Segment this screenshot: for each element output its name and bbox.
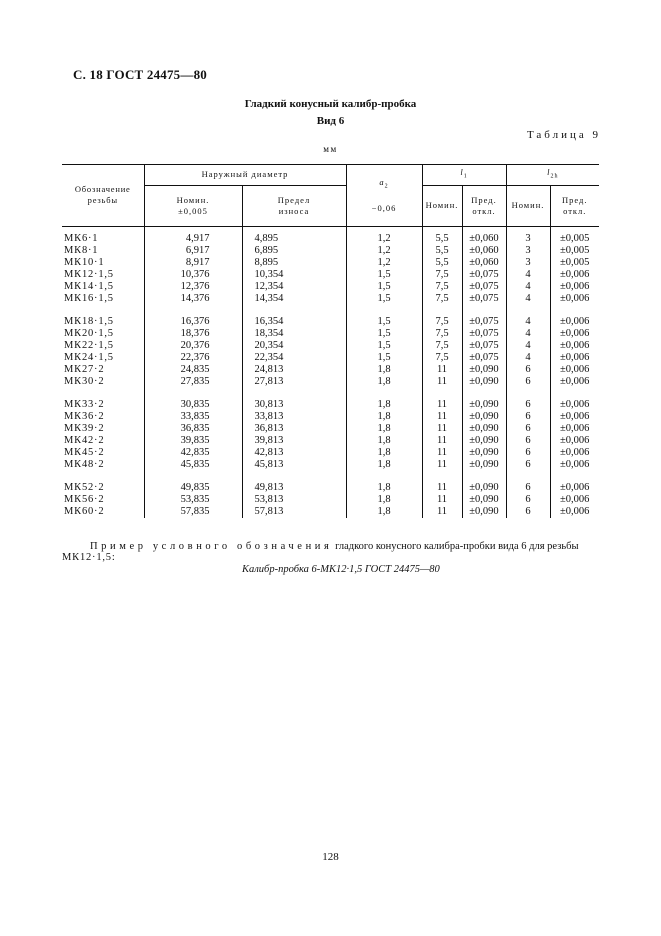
- units-label: мм: [323, 144, 338, 154]
- table-row: [62, 328, 599, 340]
- cell-nominal: 36,835: [144, 423, 242, 435]
- cell-nominal: 45,835: [144, 459, 242, 471]
- cell-nominal: 18,376: [144, 328, 242, 340]
- cell-l1-dev: ±0,090: [462, 435, 506, 447]
- cell-l1: 5,5: [422, 257, 462, 269]
- cell-l1: 5,5: [422, 245, 462, 257]
- example-line-1: [90, 541, 579, 552]
- cell-l2: 6: [506, 482, 550, 494]
- cell-thread: МК22·1,5: [64, 339, 114, 351]
- cell-nominal: 27,835: [144, 376, 242, 388]
- header-l1-deviation: Пред. откл.: [462, 185, 506, 226]
- cell-l2: 4: [506, 316, 550, 328]
- cell-l2: 6: [506, 506, 550, 518]
- table-row: [62, 506, 599, 518]
- spacer-cell: [550, 305, 599, 316]
- cell-nominal: 53,835: [144, 494, 242, 506]
- cell-nominal: 24,835: [144, 364, 242, 376]
- cell-l2: 3: [506, 257, 550, 269]
- cell-a2: 1,2: [346, 245, 422, 257]
- cell-thread: МК52·2: [64, 481, 105, 493]
- cell-l2-dev: ±0,006: [550, 423, 599, 435]
- cell-l1: 7,5: [422, 328, 462, 340]
- header-l2-symbol: l: [547, 167, 551, 177]
- cell-l1-dev: ±0,075: [462, 281, 506, 293]
- cell-l1: 7,5: [422, 340, 462, 352]
- cell-nominal: 20,376: [144, 340, 242, 352]
- cell-l2-dev: ±0,006: [550, 459, 599, 471]
- example-line-2: МК12·1,5:: [62, 552, 116, 563]
- cell-nominal: 42,835: [144, 447, 242, 459]
- cell-l1-dev: ±0,090: [462, 482, 506, 494]
- cell-wear: 36,813: [242, 423, 346, 435]
- cell-thread: МК20·1,5: [64, 327, 114, 339]
- spacer-cell: [144, 305, 242, 316]
- table-row: [62, 411, 599, 423]
- cell-l2-dev: ±0,006: [550, 340, 599, 352]
- table-row: [62, 447, 599, 459]
- cell-a2: 1,8: [346, 506, 422, 518]
- cell-nominal: 39,835: [144, 435, 242, 447]
- cell-l1-dev: ±0,090: [462, 506, 506, 518]
- cell-nominal: 10,376: [144, 269, 242, 281]
- cell-a2: 1,8: [346, 435, 422, 447]
- cell-thread: МК39·2: [64, 422, 105, 434]
- spacer-cell: [144, 388, 242, 399]
- spacer-cell: [62, 305, 144, 316]
- cell-wear: 18,354: [242, 328, 346, 340]
- header-l1-subscript: 1: [463, 173, 468, 180]
- cell-l2: 6: [506, 435, 550, 447]
- cell-l2: 6: [506, 376, 550, 388]
- spacer-cell: [462, 388, 506, 399]
- cell-wear: 14,354: [242, 293, 346, 305]
- cell-l2-dev: ±0,006: [550, 352, 599, 364]
- cell-l2: 6: [506, 423, 550, 435]
- cell-l2-dev: ±0,006: [550, 447, 599, 459]
- table-row: [62, 494, 599, 506]
- spacer-cell: [462, 305, 506, 316]
- table-row: [62, 459, 599, 471]
- header-l2-deviation: Пред. откл.: [550, 185, 599, 226]
- spacer-cell: [506, 305, 550, 316]
- table-row: [62, 293, 599, 305]
- cell-a2: 1,8: [346, 376, 422, 388]
- example-prefix: Пример условного обозначения: [90, 541, 333, 552]
- cell-a2: 1,8: [346, 423, 422, 435]
- document-title: Гладкий конусный калибр-пробка: [244, 98, 417, 110]
- spacer-cell: [242, 471, 346, 482]
- cell-l1-dev: ±0,075: [462, 316, 506, 328]
- table-row: [62, 423, 599, 435]
- cell-l1: 11: [422, 459, 462, 471]
- cell-l2: 4: [506, 281, 550, 293]
- cell-l2-dev: ±0,006: [550, 269, 599, 281]
- cell-a2: 1,8: [346, 364, 422, 376]
- cell-l2-dev: ±0,006: [550, 411, 599, 423]
- spacer-cell: [506, 388, 550, 399]
- cell-thread: МК48·2: [64, 458, 105, 470]
- cell-wear: 49,813: [242, 482, 346, 494]
- cell-a2: 1,8: [346, 411, 422, 423]
- cell-l1-dev: ±0,090: [462, 423, 506, 435]
- cell-l1: 7,5: [422, 352, 462, 364]
- header-outer-diameter: Наружный диаметр: [144, 165, 346, 186]
- cell-thread: МК33·2: [64, 398, 105, 410]
- cell-nominal: 4,917: [144, 226, 242, 245]
- cell-l2: 4: [506, 340, 550, 352]
- spacer-cell: [346, 471, 422, 482]
- cell-wear: 4,895: [242, 226, 346, 245]
- table-row: [62, 340, 599, 352]
- table-row: [62, 482, 599, 494]
- cell-nominal: 22,376: [144, 352, 242, 364]
- spacer-cell: [242, 305, 346, 316]
- cell-thread: МК27·2: [64, 363, 105, 375]
- cell-l1-dev: ±0,075: [462, 269, 506, 281]
- cell-l2-dev: ±0,005: [550, 257, 599, 269]
- cell-thread: МК30·2: [64, 375, 105, 387]
- cell-l1: 11: [422, 376, 462, 388]
- table-row: [62, 226, 599, 245]
- cell-wear: 10,354: [242, 269, 346, 281]
- cell-l2: 4: [506, 293, 550, 305]
- cell-thread: МК56·2: [64, 493, 105, 505]
- header-l1-nominal: Номин.: [422, 185, 462, 226]
- cell-l2: 6: [506, 364, 550, 376]
- cell-l1-dev: ±0,090: [462, 411, 506, 423]
- cell-a2: 1,5: [346, 328, 422, 340]
- cell-wear: 45,813: [242, 459, 346, 471]
- cell-l2-dev: ±0,006: [550, 364, 599, 376]
- spacer-cell: [62, 388, 144, 399]
- example-designation: Калибр-пробка 6-МК12·1,5 ГОСТ 24475—80: [242, 564, 440, 575]
- cell-wear: 6,895: [242, 245, 346, 257]
- table-row: [62, 257, 599, 269]
- cell-nominal: 57,835: [144, 506, 242, 518]
- cell-a2: 1,8: [346, 482, 422, 494]
- page-header: С. 18 ГОСТ 24475—80: [73, 67, 207, 82]
- table-row: [62, 352, 599, 364]
- table-row: [62, 245, 599, 257]
- cell-l1: 11: [422, 494, 462, 506]
- cell-l2: 6: [506, 399, 550, 411]
- cell-a2: 1,5: [346, 340, 422, 352]
- cell-l1: 7,5: [422, 293, 462, 305]
- cell-l1: 11: [422, 482, 462, 494]
- spacer-cell: [144, 471, 242, 482]
- header-a2-symbol: a: [379, 176, 385, 187]
- cell-l2-dev: ±0,006: [550, 316, 599, 328]
- cell-l2-dev: ±0,006: [550, 281, 599, 293]
- cell-l2: 6: [506, 447, 550, 459]
- cell-nominal: 16,376: [144, 316, 242, 328]
- table-body: [62, 226, 599, 518]
- cell-l1-dev: ±0,090: [462, 364, 506, 376]
- cell-a2: 1,8: [346, 494, 422, 506]
- cell-l1-dev: ±0,090: [462, 447, 506, 459]
- cell-nominal: 30,835: [144, 399, 242, 411]
- cell-nominal: 8,917: [144, 257, 242, 269]
- cell-l2-dev: ±0,005: [550, 226, 599, 245]
- cell-thread: МК8·1: [64, 244, 99, 256]
- cell-a2: 1,2: [346, 226, 422, 245]
- cell-l1-dev: ±0,060: [462, 226, 506, 245]
- cell-l1-dev: ±0,075: [462, 293, 506, 305]
- cell-l2: 6: [506, 411, 550, 423]
- table-row: [62, 435, 599, 447]
- table-row: [62, 281, 599, 293]
- cell-l1: 11: [422, 506, 462, 518]
- cell-nominal: 33,835: [144, 411, 242, 423]
- cell-l2-dev: ±0,005: [550, 245, 599, 257]
- cell-l1: 11: [422, 364, 462, 376]
- cell-l2: 6: [506, 459, 550, 471]
- cell-l2-dev: ±0,006: [550, 399, 599, 411]
- example-text: гладкого конусного калибра-пробки вида 6 для резьбы: [335, 541, 579, 552]
- cell-l2-dev: ±0,006: [550, 506, 599, 518]
- cell-wear: 39,813: [242, 435, 346, 447]
- header-a2-tolerance: −0,06: [371, 203, 397, 214]
- group-spacer: [62, 305, 599, 316]
- table-row: [62, 269, 599, 281]
- cell-l1: 11: [422, 447, 462, 459]
- spacer-cell: [422, 471, 462, 482]
- cell-wear: 27,813: [242, 376, 346, 388]
- cell-l1: 7,5: [422, 316, 462, 328]
- cell-thread: МК45·2: [64, 446, 105, 458]
- group-spacer: [62, 471, 599, 482]
- spacer-cell: [346, 305, 422, 316]
- spacer-cell: [242, 388, 346, 399]
- group-spacer: [62, 388, 599, 399]
- cell-nominal: 49,835: [144, 482, 242, 494]
- cell-l2-dev: ±0,006: [550, 293, 599, 305]
- spacer-cell: [62, 471, 144, 482]
- spacer-cell: [506, 471, 550, 482]
- cell-l1: 11: [422, 435, 462, 447]
- cell-thread: МК16·1,5: [64, 292, 114, 304]
- cell-l1-dev: ±0,090: [462, 459, 506, 471]
- cell-l1: 11: [422, 399, 462, 411]
- cell-a2: 1,8: [346, 459, 422, 471]
- cell-l2: 3: [506, 226, 550, 245]
- cell-a2: 1,2: [346, 257, 422, 269]
- cell-a2: 1,8: [346, 399, 422, 411]
- cell-thread: МК6·1: [64, 232, 99, 244]
- cell-wear: 42,813: [242, 447, 346, 459]
- cell-wear: 24,813: [242, 364, 346, 376]
- cell-l2: 4: [506, 352, 550, 364]
- cell-l1-dev: ±0,060: [462, 245, 506, 257]
- cell-nominal: 14,376: [144, 293, 242, 305]
- cell-l1-dev: ±0,075: [462, 352, 506, 364]
- cell-a2: 1,5: [346, 316, 422, 328]
- cell-thread: МК24·1,5: [64, 351, 114, 363]
- cell-l2-dev: ±0,006: [550, 482, 599, 494]
- cell-l1-dev: ±0,075: [462, 328, 506, 340]
- cell-wear: 30,813: [242, 399, 346, 411]
- table-row: [62, 376, 599, 388]
- spacer-cell: [422, 388, 462, 399]
- cell-l1: 11: [422, 423, 462, 435]
- header-a2-subscript: 2: [384, 183, 389, 190]
- cell-l1: 11: [422, 411, 462, 423]
- cell-wear: 33,813: [242, 411, 346, 423]
- cell-a2: 1,8: [346, 447, 422, 459]
- cell-l2-dev: ±0,006: [550, 376, 599, 388]
- cell-wear: 12,354: [242, 281, 346, 293]
- table-label: Таблица 9: [526, 129, 601, 141]
- cell-l1-dev: ±0,090: [462, 376, 506, 388]
- cell-wear: 8,895: [242, 257, 346, 269]
- cell-wear: 20,354: [242, 340, 346, 352]
- table-row: [62, 399, 599, 411]
- spacer-cell: [550, 388, 599, 399]
- cell-wear: 16,354: [242, 316, 346, 328]
- cell-a2: 1,5: [346, 269, 422, 281]
- cell-l1-dev: ±0,090: [462, 494, 506, 506]
- cell-l2-dev: ±0,006: [550, 494, 599, 506]
- cell-a2: 1,5: [346, 352, 422, 364]
- cell-nominal: 12,376: [144, 281, 242, 293]
- cell-thread: МК36·2: [64, 410, 105, 422]
- cell-l1-dev: ±0,075: [462, 340, 506, 352]
- cell-thread: МК10·1: [64, 256, 105, 268]
- cell-l2: 3: [506, 245, 550, 257]
- header-l2: [506, 165, 599, 186]
- header-a2: [346, 165, 422, 227]
- cell-thread: МК14·1,5: [64, 280, 114, 292]
- cell-l1: 7,5: [422, 269, 462, 281]
- cell-thread: МК42·2: [64, 434, 105, 446]
- cell-l2: 6: [506, 494, 550, 506]
- cell-a2: 1,5: [346, 281, 422, 293]
- cell-l2-dev: ±0,006: [550, 435, 599, 447]
- cell-wear: 22,354: [242, 352, 346, 364]
- header-designation: Обозначение резьбы: [62, 165, 144, 227]
- spacer-cell: [346, 388, 422, 399]
- cell-l1: 5,5: [422, 226, 462, 245]
- cell-a2: 1,5: [346, 293, 422, 305]
- cell-l1-dev: ±0,090: [462, 399, 506, 411]
- cell-l2-dev: ±0,006: [550, 328, 599, 340]
- header-nominal: Номин. ±0,005: [144, 185, 242, 226]
- header-wear-limit: Предел износа: [242, 185, 346, 226]
- cell-l1-dev: ±0,060: [462, 257, 506, 269]
- spacer-cell: [550, 471, 599, 482]
- table-row: [62, 364, 599, 376]
- spacer-cell: [462, 471, 506, 482]
- page-number: 128: [322, 851, 339, 863]
- gauge-table: [62, 164, 599, 518]
- table-row: [62, 316, 599, 328]
- header-l1: [422, 165, 506, 186]
- cell-wear: 53,813: [242, 494, 346, 506]
- cell-thread: МК18·1,5: [64, 315, 114, 327]
- spacer-cell: [422, 305, 462, 316]
- cell-thread: МК60·2: [64, 505, 105, 517]
- cell-l2: 4: [506, 328, 550, 340]
- header-l2-subscript: 2h: [550, 173, 559, 180]
- cell-nominal: 6,917: [144, 245, 242, 257]
- cell-l2: 4: [506, 269, 550, 281]
- cell-wear: 57,813: [242, 506, 346, 518]
- header-l2-nominal: Номин.: [506, 185, 550, 226]
- cell-thread: МК12·1,5: [64, 268, 114, 280]
- view-label: Вид 6: [316, 115, 345, 127]
- header-l1-symbol: l: [460, 167, 464, 177]
- cell-l1: 7,5: [422, 281, 462, 293]
